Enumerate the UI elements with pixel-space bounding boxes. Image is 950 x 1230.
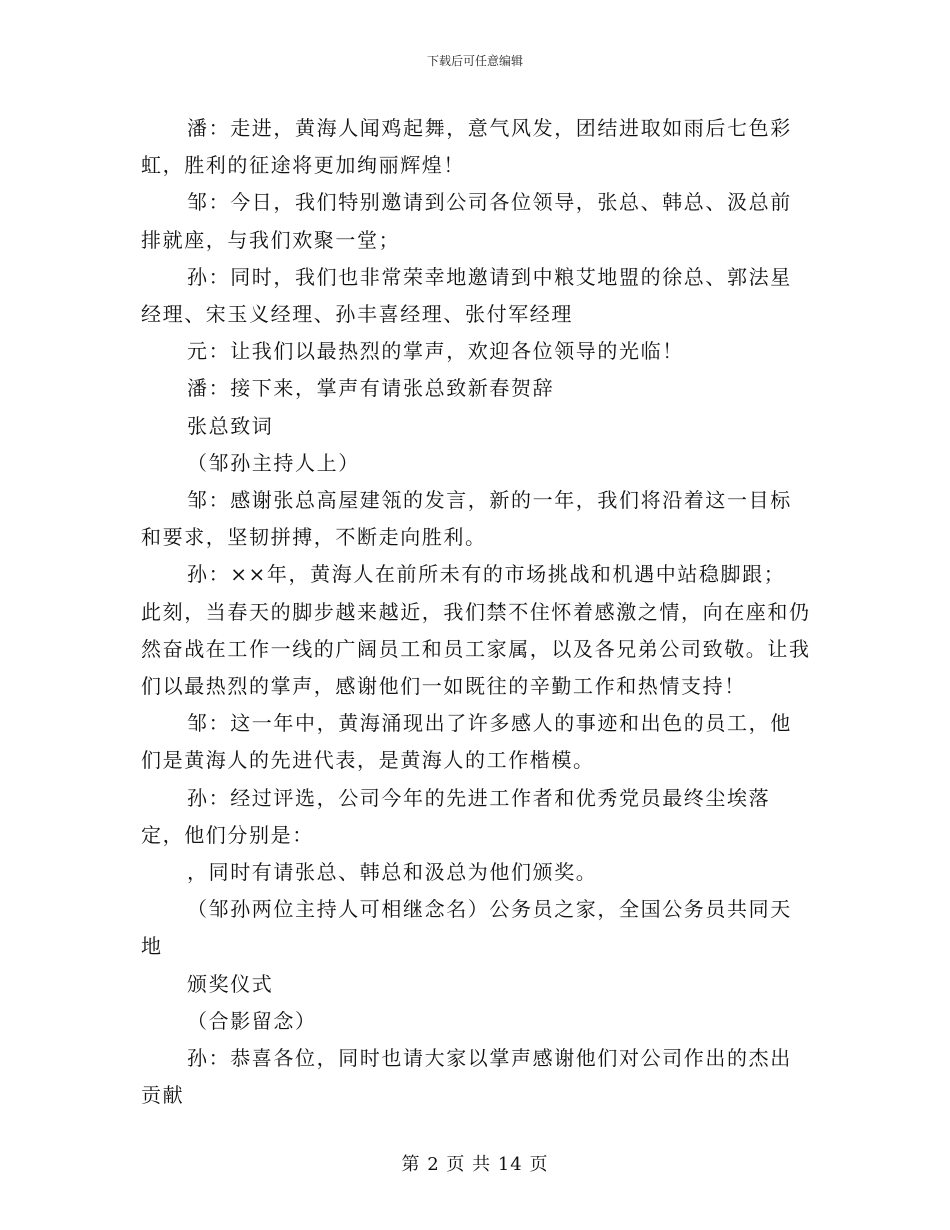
paragraph: 元：让我们以最热烈的掌声，欢迎各位领导的光临！ — [187, 339, 684, 364]
paragraph: 此刻，当春天的脚步越来越近，我们禁不住怀着感激之情，向在座和仍然奋战在工作一线的广阔员工和员工家属，以及各兄弟公司致敬。让我们以最热烈的掌声，感谢他们一如既往的辛勤工作和热情支持！ — [141, 599, 811, 699]
paragraph: 邹：今日，我们特别邀请到公司各位领导，张总、韩总、汲总前排就座，与我们欢聚一堂； — [141, 190, 792, 252]
section-heading: 张总致词 — [187, 413, 274, 438]
page-number: 第 2 页 共 14 页 — [401, 1154, 549, 1175]
paragraph: （邹孙两位主持人可相继念名）公务员之家，全国公务员共同天地 — [141, 897, 792, 959]
paragraph: 孙：××年，黄海人在前所未有的市场挑战和机遇中站稳脚跟； — [187, 562, 786, 587]
paragraph: 孙：经过评选，公司今年的先进工作者和优秀党员最终尘埃落定，他们分别是： — [141, 785, 771, 847]
page-header: 下载后可任意编辑 — [426, 54, 523, 68]
stage-direction: （合影留念） — [187, 1008, 317, 1033]
paragraph: 邹：这一年中，黄海涌现出了许多感人的事迹和出色的员工，他们是黄海人的先进代表，是黄海人的工作楷模。 — [141, 711, 792, 773]
paragraph: 邹：感谢张总高屋建瓴的发言，新的一年，我们将沿着这一目标和要求，坚韧拼搏，不断走向胜利。 — [141, 488, 792, 550]
document-body — [141, 110, 811, 1114]
paragraph: 潘：接下来，掌声有请张总致新春贺辞 — [187, 376, 555, 401]
paragraph: ，同时有请张总、韩总和汲总为他们颁奖。 — [187, 860, 598, 885]
section-heading: 颁奖仪式 — [187, 971, 274, 996]
paragraph: 孙：同时，我们也非常荣幸地邀请到中粮艾地盟的徐总、郭法星经理、宋玉义经理、孙丰喜经理、张付军经理 — [141, 264, 792, 327]
paragraph: 潘：走进，黄海人闻鸡起舞，意气风发，团结进取如雨后七色彩虹，胜利的征途将更加绚丽辉煌！ — [141, 116, 792, 178]
paragraph: 孙：恭喜各位，同时也请大家以掌声感谢他们对公司作出的杰出贡献 — [141, 1046, 792, 1108]
stage-direction: （邹孙主持人上） — [187, 450, 360, 475]
